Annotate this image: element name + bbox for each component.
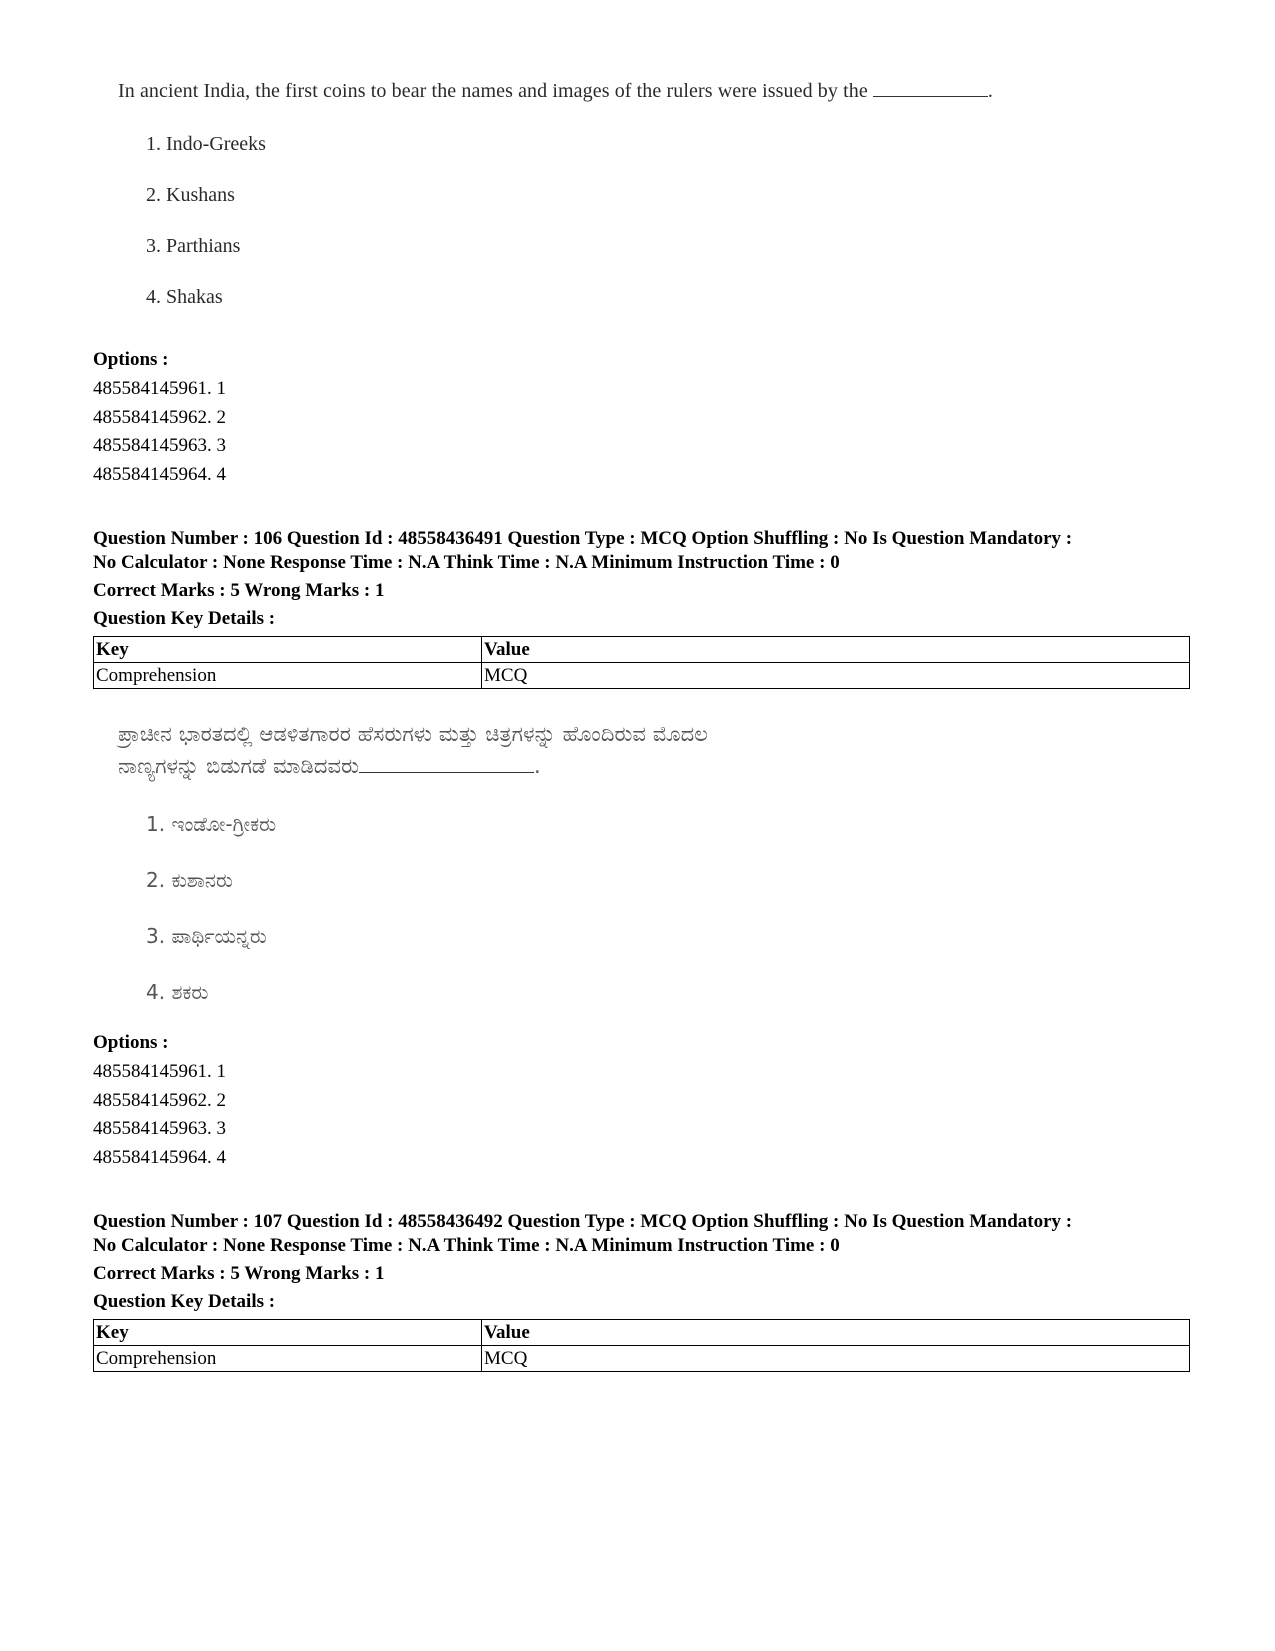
table-cell-key: Comprehension xyxy=(94,1346,482,1372)
question-106-choice-4: 4. ಶಕರು xyxy=(146,980,209,1004)
table-row xyxy=(94,1346,1190,1372)
question-107-key-table xyxy=(93,1319,1190,1372)
options-label: Options : xyxy=(93,1032,169,1053)
key-details-label: Question Key Details : xyxy=(93,608,276,629)
question-107-meta xyxy=(93,1210,1183,1314)
option-row: 485584145964. 4 xyxy=(93,463,226,485)
question-meta-line: No Calculator : None Response Time : N.A Think Time : N.A Minimum Instruction Time : 0 xyxy=(93,1235,840,1256)
table-header-row xyxy=(94,1320,1190,1346)
question-105-stem: In ancient India, the first coins to bear the names and images of the rulers were issued by the . xyxy=(118,80,994,102)
table-header-key: Key xyxy=(94,1320,482,1346)
option-row: 485584145963. 3 xyxy=(93,435,226,456)
marks-line: Correct Marks : 5 Wrong Marks : 1 xyxy=(93,580,385,601)
options-label: Options : xyxy=(93,349,169,370)
table-cell-value: MCQ xyxy=(482,663,1190,689)
option-row: 485584145961. 1 xyxy=(93,1061,226,1082)
question-105-choice-4: 4. Shakas xyxy=(146,286,223,308)
table-header-row xyxy=(94,637,1190,663)
option-row: 485584145962. 2 xyxy=(93,406,226,428)
question-106-image xyxy=(118,718,708,1004)
option-row: 485584145963. 3 xyxy=(93,1118,226,1139)
question-106-key-table xyxy=(93,636,1190,689)
table-cell-key: Comprehension xyxy=(94,663,482,689)
table-row xyxy=(94,663,1190,689)
option-row: 485584145962. 2 xyxy=(93,1089,226,1111)
table-header-key: Key xyxy=(94,637,482,663)
key-details-label: Question Key Details : xyxy=(93,1291,276,1312)
question-meta-line: Question Number : 107 Question Id : 48558436492 Question Type : MCQ Option Shuffling : No Is Question Mandatory : xyxy=(93,1211,1073,1232)
question-106-stem: ಪ್ರಾಚೀನ ಭಾರತದಲ್ಲಿ ಆಡಳಿತಗಾರರ ಹೆಸರುಗಳು ಮತ್ತು ಚಿತ್ರಗಳನ್ನು ಹೊಂದಿರುವ ಮೊದಲ ನಾಣ್ಯಗಳನ್ನು ಬಿಡುಗಡೆ ಮಾಡಿದವರು . xyxy=(118,722,708,778)
table-header-value: Value xyxy=(482,1320,1190,1346)
question-105-image xyxy=(118,80,994,308)
table-header-value: Value xyxy=(482,637,1190,663)
question-106-choice-1: 1. ಇಂಡೋ-ಗ್ರೀಕರು xyxy=(146,812,277,836)
question-meta-line: No Calculator : None Response Time : N.A Think Time : N.A Minimum Instruction Time : 0 xyxy=(93,552,840,573)
question-meta-line: Question Number : 106 Question Id : 48558436491 Question Type : MCQ Option Shuffling : No Is Question Mandatory : xyxy=(93,528,1073,549)
table-cell-value: MCQ xyxy=(482,1346,1190,1372)
question-105-choice-1: 1. Indo-Greeks xyxy=(146,133,266,155)
question-105-choice-3: 3. Parthians xyxy=(146,235,241,257)
question-105-choice-2: 2. Kushans xyxy=(146,184,235,206)
option-row: 485584145964. 4 xyxy=(93,1146,226,1168)
question-106-choice-3: 3. ಪಾರ್ಥಿಯನ್ನರು xyxy=(146,924,267,948)
option-row: 485584145961. 1 xyxy=(93,378,226,399)
question-106-options xyxy=(93,1031,1183,1172)
marks-line: Correct Marks : 5 Wrong Marks : 1 xyxy=(93,1263,385,1284)
question-106-choice-2: 2. ಕುಶಾನರು xyxy=(146,868,233,892)
question-106-meta xyxy=(93,527,1183,631)
question-105-options xyxy=(93,348,1183,489)
